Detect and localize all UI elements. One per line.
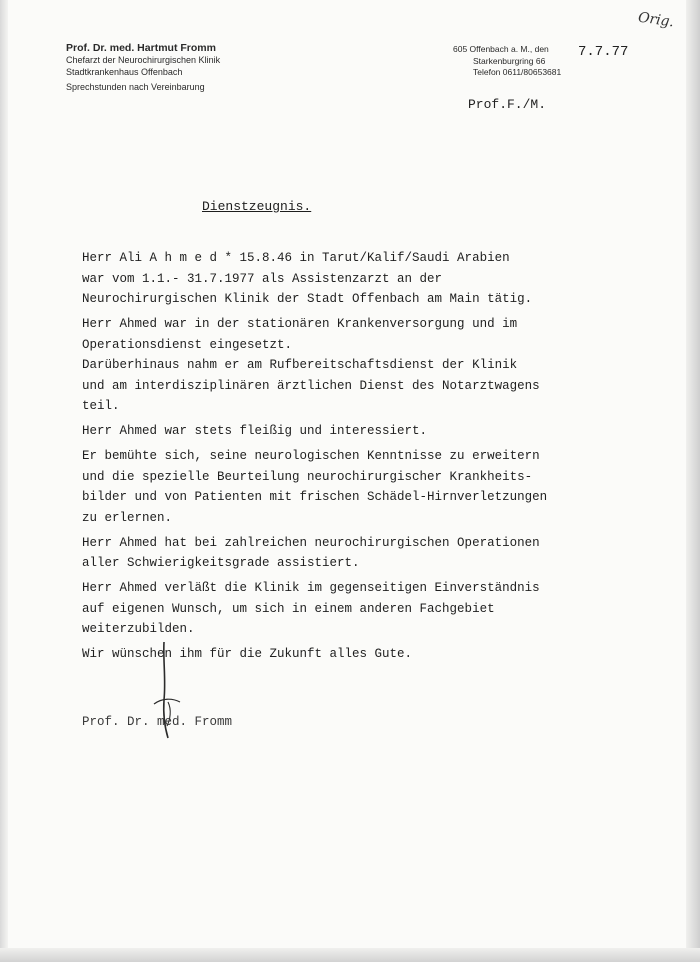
address-line: Telefon 0611/80653681	[473, 67, 562, 77]
letterhead-line: Chefarzt der Neurochirurgischen Klinik	[66, 55, 221, 65]
signature-typed-name: Prof. Dr. med. Fromm	[82, 715, 233, 729]
letterhead-line: Stadtkrankenhaus Offenbach	[66, 66, 183, 77]
paragraph	[82, 533, 642, 574]
page-right-edge-shadow	[686, 0, 700, 962]
text-line: und am interdisziplinären ärztlichen Dienst des Notarztwagens	[82, 378, 540, 393]
text-line: Operationsdienst eingesetzt.	[82, 337, 293, 352]
text-line: Herr Ali A h m e d * 15.8.46 in Tarut/Kalif/Saudi Arabien	[82, 251, 510, 265]
address-line: Starkenburgring 66	[473, 55, 546, 66]
text-line: Wir wünschen ihm für die Zukunft alles Gute.	[82, 647, 413, 661]
paragraph	[82, 314, 642, 417]
sender-address	[453, 44, 561, 79]
text-line: weiterzubilden.	[82, 622, 195, 636]
document-title: Dienstzeugnis.	[202, 199, 312, 214]
handwritten-note: Orig.	[637, 9, 676, 31]
letter-body	[82, 248, 642, 669]
paragraph	[82, 421, 642, 442]
text-line: war vom 1.1.- 31.7.1977 als Assistenzarzt an der	[82, 271, 443, 286]
letter-date: 7.7.77	[578, 44, 629, 60]
text-line: zu erlernen.	[82, 510, 173, 525]
address-line: 605 Offenbach a. M., den	[453, 44, 549, 54]
text-line: Herr Ahmed verläßt die Klinik im gegenseitigen Einverständnis	[82, 581, 540, 595]
paragraph	[82, 446, 642, 528]
text-line: Herr Ahmed war stets fleißig und interessiert.	[82, 424, 428, 438]
text-line: teil.	[82, 399, 120, 413]
text-line: und die spezielle Beurteilung neurochirurgischer Krankheits-	[82, 469, 533, 484]
paragraph	[82, 248, 642, 310]
text-line: aller Schwierigkeitsgrade assistiert.	[82, 556, 360, 570]
page-left-edge-shadow	[0, 0, 8, 962]
letterhead-line: Sprechstunden nach Vereinbarung	[66, 82, 205, 92]
text-line: Neurochirurgischen Klinik der Stadt Offenbach am Main tätig.	[82, 292, 533, 306]
page-bottom-edge-shadow	[0, 948, 700, 962]
reference-code: Prof.F./M.	[468, 97, 547, 112]
text-line: auf eigenen Wunsch, um sich in einem anderen Fachgebiet	[82, 601, 495, 616]
text-line: Herr Ahmed hat bei zahlreichen neurochirurgischen Operationen	[82, 535, 540, 550]
text-line: Herr Ahmed war in der stationären Krankenversorgung und im	[82, 317, 518, 331]
letterhead	[66, 42, 220, 94]
paragraph	[82, 578, 642, 640]
text-line: Darüberhinaus nahm er am Rufbereitschaftsdienst der Klinik	[82, 358, 518, 372]
text-line: Er bemühte sich, seine neurologischen Kenntnisse zu erweitern	[82, 449, 540, 463]
letterhead-name: Prof. Dr. med. Hartmut Fromm	[66, 42, 216, 54]
text-line: bilder und von Patienten mit frischen Schädel-Hirnverletzungen	[82, 490, 548, 504]
